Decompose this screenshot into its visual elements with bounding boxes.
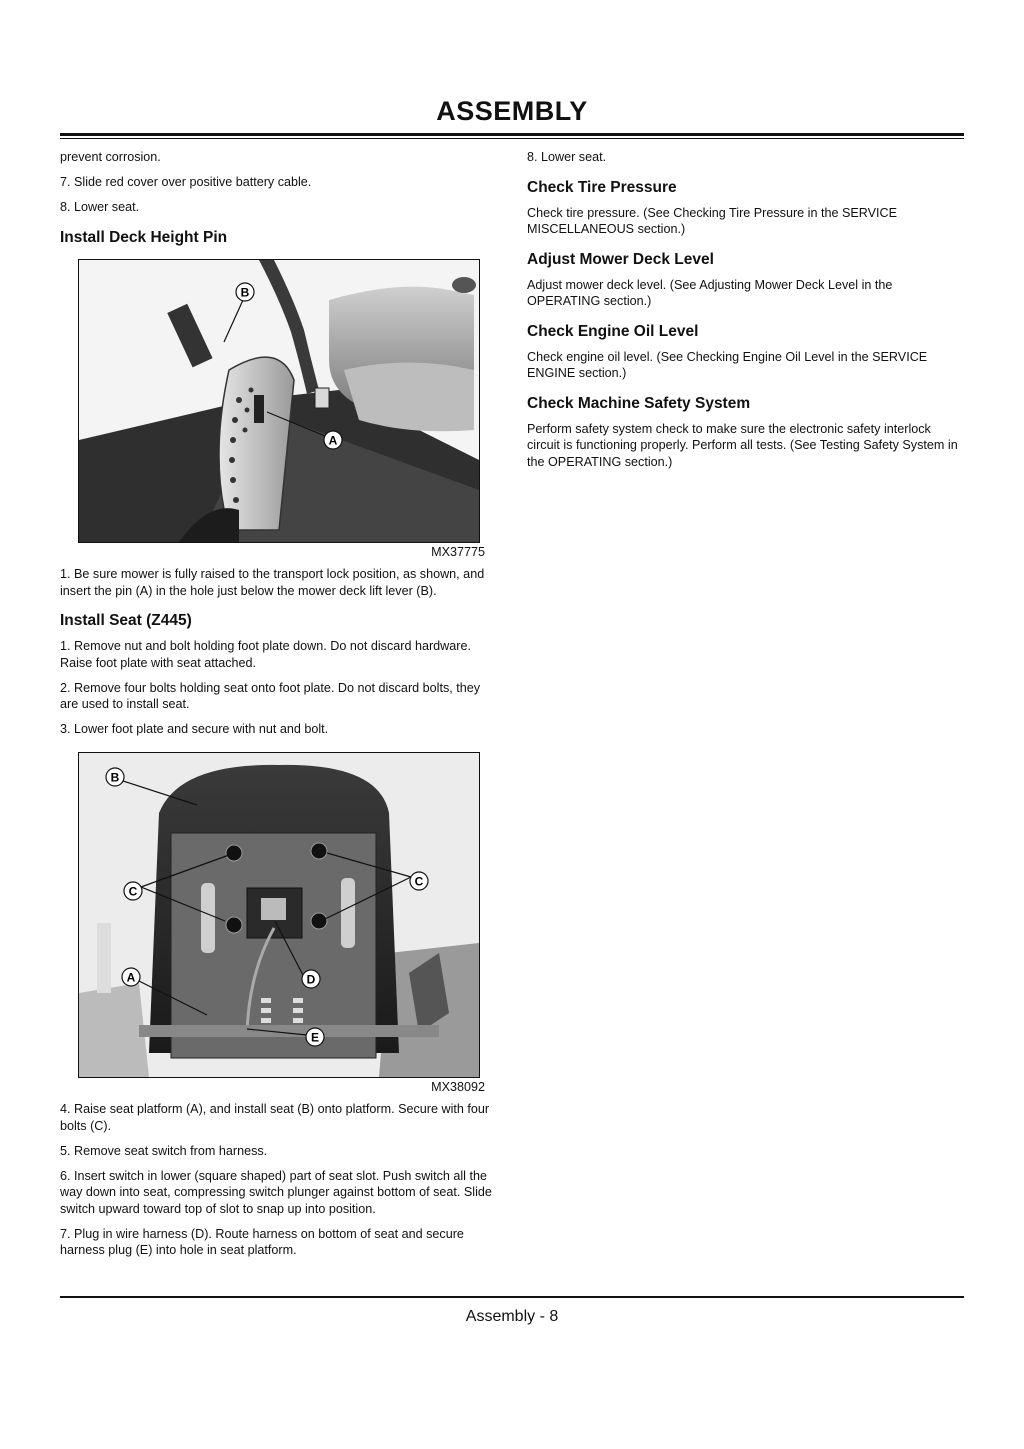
figure-seat-installation <box>78 752 497 1096</box>
paragraph: Check engine oil level. (See Checking Engine Oil Level in the SERVICE ENGINE section.) <box>527 349 928 380</box>
step-item: 8. Lower seat. <box>527 150 607 164</box>
section-heading-tire-pressure: Check Tire Pressure <box>527 178 677 196</box>
callout-b: B <box>240 285 250 299</box>
figure-caption: MX37775 <box>431 544 485 559</box>
title-rule-thick <box>60 133 964 136</box>
callout-c-right: C <box>414 874 424 888</box>
page-title: ASSEMBLY <box>436 96 588 126</box>
section-heading-deck-level: Adjust Mower Deck Level <box>527 250 714 268</box>
callout-e: E <box>310 1030 320 1044</box>
step-item: 7. Slide red cover over positive battery cable. <box>60 175 312 189</box>
step-item: 7. Plug in wire harness (D). Route harness on bottom of seat and secure harness plug (E) into hole in seat platform. <box>60 1226 464 1257</box>
callout-c-left: C <box>128 884 138 898</box>
callout-a: A <box>126 970 136 984</box>
paragraph: Check tire pressure. (See Checking Tire Pressure in the SERVICE MISCELLANEOUS section.) <box>527 205 898 236</box>
footer-rule <box>60 1296 964 1298</box>
step-item: 5. Remove seat switch from harness. <box>60 1143 268 1158</box>
left-column <box>60 149 497 1267</box>
section-heading-engine-oil: Check Engine Oil Level <box>527 322 699 340</box>
page-footer: Assembly - 8 <box>465 1308 559 1325</box>
step-item: 3. Lower foot plate and secure with nut and bolt. <box>60 722 329 736</box>
seat-underside-illustration <box>79 753 479 1077</box>
paragraph: prevent corrosion. <box>60 150 161 164</box>
section-heading-install-seat: Install Seat (Z445) <box>60 612 192 629</box>
step-item: 6. Insert switch in lower (square shaped) part of seat slot. Push switch all the way down into seat, compressing switch plunger against bottom of seat. Slide switch upward toward top of slot to snap up into position. <box>60 1168 492 1216</box>
step-item: 1. Remove nut and bolt holding foot plate down. Do not discard hardware. Raise foot plate with seat attached. <box>60 639 471 670</box>
title-rule-thin <box>60 138 964 139</box>
step-item: 8. Lower seat. <box>60 200 140 214</box>
callout-d: D <box>306 972 316 986</box>
section-heading-deck-height-pin: Install Deck Height Pin <box>60 228 228 246</box>
figure-deck-height-pin <box>78 259 497 561</box>
step-item: 2. Remove four bolts holding seat onto foot plate. Do not discard bolts, they are used to install seat. <box>60 680 481 711</box>
callout-b: B <box>110 770 120 784</box>
step-item: 4. Raise seat platform (A), and install seat (B) onto platform. Secure with four bolts (C). <box>60 1102 490 1133</box>
right-column <box>527 149 964 479</box>
callout-a: A <box>328 433 338 447</box>
section-heading-safety-system: Check Machine Safety System <box>527 394 751 412</box>
paragraph: Perform safety system check to make sure the electronic safety interlock circuit is functioning properly. Perform all tests. (See Testing Safety System in the OPERATING section.) <box>527 421 958 469</box>
paragraph: Adjust mower deck level. (See Adjusting Mower Deck Level in the OPERATING section.) <box>527 277 893 308</box>
figure-caption: MX38092 <box>431 1079 485 1094</box>
step-item: 1. Be sure mower is fully raised to the transport lock position, as shown, and insert the pin (A) in the hole just below the mower deck lift lever (B). <box>60 567 485 598</box>
deck-lift-illustration <box>79 260 479 542</box>
